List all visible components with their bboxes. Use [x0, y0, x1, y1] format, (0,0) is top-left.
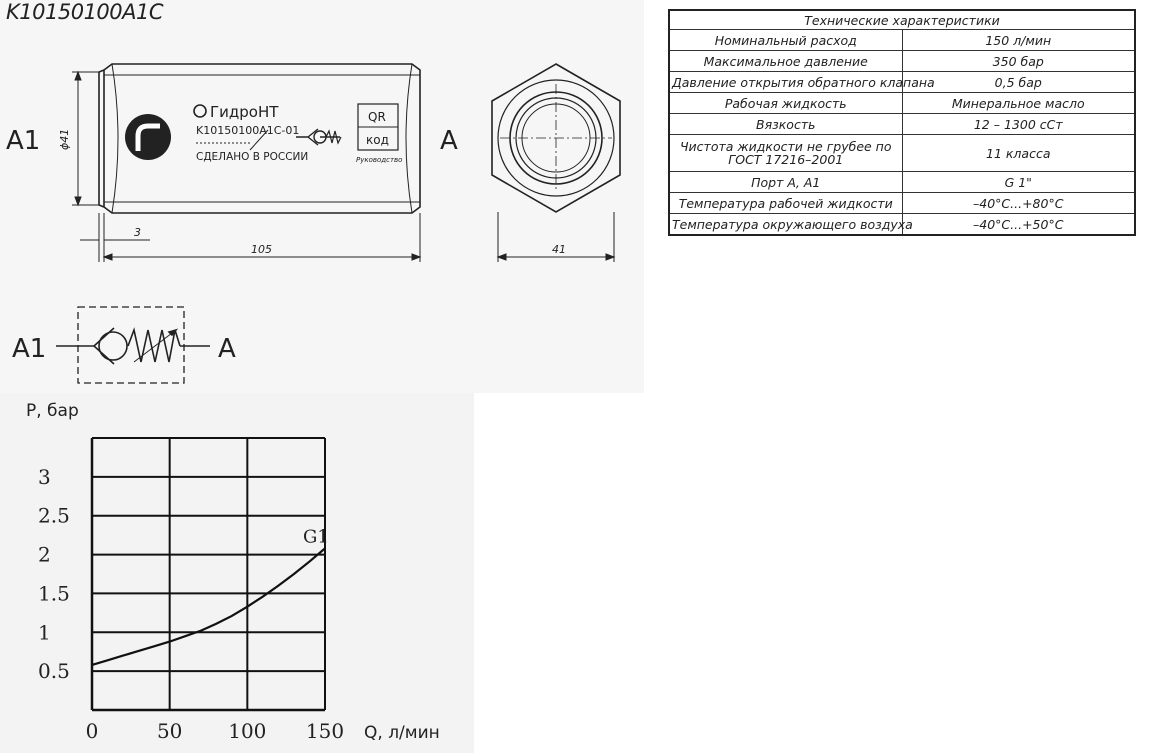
technical-drawing — [0, 0, 644, 393]
spec-value: 350 бар — [902, 51, 1135, 72]
table-row — [669, 214, 1135, 236]
spec-value: 12 – 1300 сСт — [902, 114, 1135, 135]
x-tick-label: 50 — [156, 719, 183, 743]
spec-param: Номинальный расход — [669, 30, 902, 51]
table-row — [669, 72, 1135, 93]
y-tick-label: 1.5 — [38, 581, 70, 606]
port-right-label: A — [440, 126, 458, 156]
port-left-label: A1 — [6, 126, 41, 156]
spec-param: Рабочая жидкость — [669, 93, 902, 114]
pressure-flow-chart — [0, 393, 474, 753]
schematic-port-left-label: A1 — [12, 334, 47, 364]
spec-param: Температура окружающего воздуха — [669, 214, 902, 236]
table-row — [669, 172, 1135, 193]
chart-grid — [92, 438, 325, 710]
y-tick-label: 0.5 — [38, 659, 70, 684]
dim-hex-label: 41 — [552, 243, 566, 256]
table-row — [669, 51, 1135, 72]
spec-value: –40°С...+50°С — [902, 214, 1135, 236]
dim-flange-label: 3 — [134, 226, 141, 239]
y-tick-label: 3 — [38, 464, 51, 489]
brand-logo-icon — [194, 105, 206, 117]
chart-series — [92, 548, 325, 665]
dim-length-label: 105 — [251, 243, 272, 256]
y-tick-label: 1 — [38, 620, 51, 645]
part-code: K10150100A1C — [6, 0, 164, 24]
spec-param: Вязкость — [669, 114, 902, 135]
series-label: G1 — [303, 526, 329, 548]
spec-table — [668, 9, 1136, 236]
table-row — [669, 114, 1135, 135]
y-tick-label: 2 — [38, 542, 51, 567]
spec-value: G 1" — [902, 172, 1135, 193]
made-in-label: СДЕЛАНО В РОССИИ — [196, 151, 309, 163]
table-row — [669, 193, 1135, 214]
schematic-port-right-label: A — [218, 334, 236, 364]
x-tick-label: 0 — [85, 719, 99, 743]
y-axis-label: Р, бар — [26, 401, 79, 421]
x-tick-label: 100 — [228, 719, 267, 743]
spec-param: Температура рабочей жидкости — [669, 193, 902, 214]
logo-circle-icon — [125, 114, 171, 160]
spec-param: Максимальное давление — [669, 51, 902, 72]
qr-bottom-label: код — [366, 133, 389, 147]
spec-value: 150 л/мин — [902, 30, 1135, 51]
table-row — [669, 93, 1135, 114]
x-axis-label: Q, л/мин — [364, 723, 440, 743]
spec-value: –40°С...+80°С — [902, 193, 1135, 214]
y-tick-label: 2.5 — [38, 503, 70, 528]
manual-label: Руководство — [356, 156, 403, 164]
spec-value: 0,5 бар — [902, 72, 1135, 93]
dim-diameter-label: ϕ41 — [58, 128, 71, 150]
spec-param: Порт А, А1 — [669, 172, 902, 193]
schematic-dashed-box — [78, 307, 184, 383]
qr-top-label: QR — [368, 110, 386, 124]
spec-value: Минеральное масло — [902, 93, 1135, 114]
table-row — [669, 30, 1135, 51]
chart-labels — [26, 401, 440, 743]
spec-param: Давление открытия обратного клапана — [669, 72, 902, 93]
brand-label: ГидроНТ — [210, 103, 279, 121]
hex-end-view — [492, 64, 620, 212]
x-tick-label: 150 — [305, 719, 345, 743]
spec-value: 11 класса — [902, 135, 1135, 172]
model-line-label: K10150100A1C-01 — [196, 124, 300, 137]
spec-table-title: Технические характеристики — [669, 10, 1135, 30]
chart-axes — [92, 438, 325, 710]
series-line-G1 — [92, 548, 325, 665]
table-row — [669, 135, 1135, 172]
spec-param: Чистота жидкости не грубее по ГОСТ 17216–2001 — [669, 135, 902, 172]
check-valve-symbol-icon — [94, 328, 114, 364]
